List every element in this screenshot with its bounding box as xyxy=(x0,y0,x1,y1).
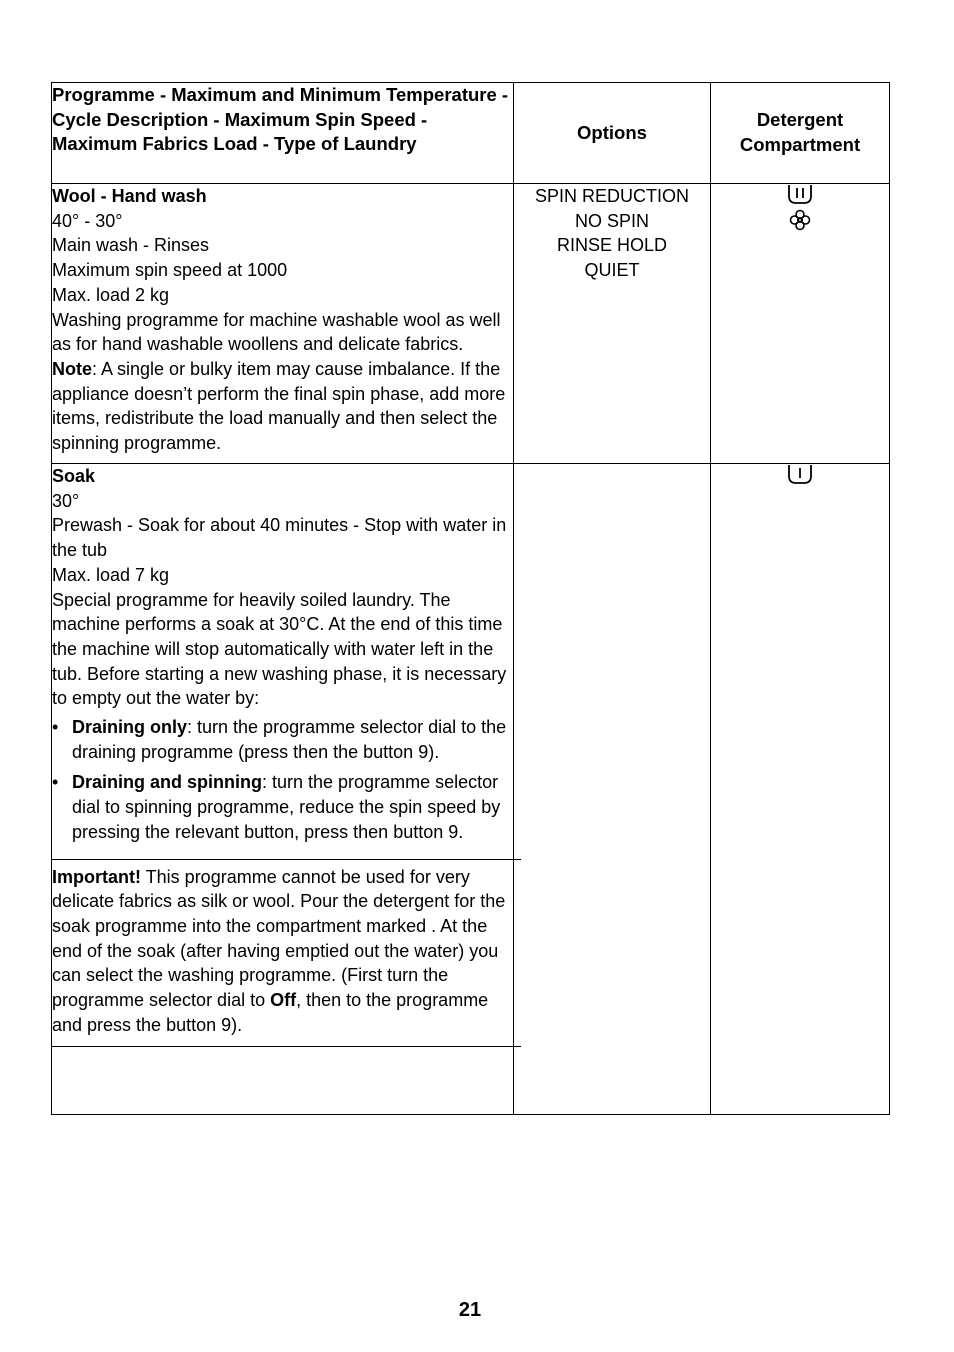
header-detergent-line2: Compartment xyxy=(739,134,861,155)
header-options: Options xyxy=(514,83,711,184)
page-number: 21 xyxy=(458,1299,482,1321)
soak-temp: 30° xyxy=(52,490,80,511)
soak-drain-options-list xyxy=(52,715,513,845)
bullet-draining-spinning-text: : turn the programme selector dial to spinning programme, reduce the spin speed by pressing the relevant button, press then button 9. xyxy=(72,772,501,842)
wool-note-text: : A single or bulky item may cause imbalance. If the appliance doesn’t perform the final spin phase, add more items, redistribute the load manually and then select the spinning programme. xyxy=(52,358,506,454)
wool-desc: Washing programme for machine washable wool as well as for hand washable woollens and delicate fabrics. xyxy=(52,309,501,355)
header-detergent xyxy=(711,83,890,184)
option-rinse-hold: RINSE HOLD xyxy=(556,235,668,256)
soak-cycle: Prewash - Soak for about 40 minutes - Stop with water in the tub xyxy=(52,515,507,561)
wool-title: Wool - Hand wash xyxy=(52,186,207,206)
wool-description-cell xyxy=(52,184,514,464)
prewash-compartment-icon xyxy=(787,464,813,486)
soak-options-cell xyxy=(514,464,711,1115)
header-detergent-line1: Detergent xyxy=(756,109,844,131)
wool-temp: 40° - 30° xyxy=(52,210,123,231)
soak-title: Soak xyxy=(52,466,96,486)
important-label: Important! xyxy=(52,866,141,887)
option-spin-reduction: SPIN REDUCTION xyxy=(534,186,689,206)
option-quiet: QUIET xyxy=(584,260,640,281)
important-text-1: This programme cannot be used for very delicate fabrics as silk or wool. Pour the detergent for the soak programme into the compartment marked . At the end of the soak (after having emptied out the water) you can select the washing programme. (First turn the programme selector dial to xyxy=(52,866,506,1011)
programme-table xyxy=(51,82,890,1115)
important-text-2: , then to the programme and press the button 9). xyxy=(52,990,489,1035)
softener-flower-icon xyxy=(788,207,812,233)
wool-load: Max. load 2 kg xyxy=(52,284,170,305)
wool-note-label: Note xyxy=(52,358,92,379)
bullet-draining-only-text: : turn the programme selector dial to the draining programme (press then the button 9). xyxy=(72,717,507,762)
soak-description-cell xyxy=(52,464,514,1115)
soak-load: Max. load 7 kg xyxy=(52,564,170,585)
main-wash-compartment-icon xyxy=(787,184,813,206)
divider xyxy=(52,1046,521,1047)
table-row-wool xyxy=(52,184,890,464)
bullet-draining-only-label: Draining only xyxy=(72,717,188,738)
header-programme: Programme - Maximum and Minimum Temperature - Cycle Description - Maximum Spin Speed - Maximum Fabrics Load - Type of Laundry xyxy=(52,83,514,184)
list-item xyxy=(52,770,513,844)
soak-detergent-cell xyxy=(711,464,890,1115)
bullet-draining-spinning-label: Draining and spinning xyxy=(72,772,262,793)
wool-detergent-cell xyxy=(711,184,890,464)
important-off: Off xyxy=(270,990,297,1011)
table-row-soak xyxy=(52,464,890,1115)
table-header-row xyxy=(52,83,890,184)
list-item xyxy=(52,715,513,764)
wool-options-cell xyxy=(514,184,711,464)
soak-desc: Special programme for heavily soiled laundry. The machine performs a soak at 30°C. At the end of this time the machine will stop automatically with water left in the tub. Before starting a new washing phase, it is necessary to empty out the water by: xyxy=(52,589,507,709)
wool-spin: Maximum spin speed at 1000 xyxy=(52,260,288,281)
wool-cycle: Main wash - Rinses xyxy=(52,235,210,256)
important-note xyxy=(52,860,513,1038)
option-no-spin: NO SPIN xyxy=(574,210,649,231)
